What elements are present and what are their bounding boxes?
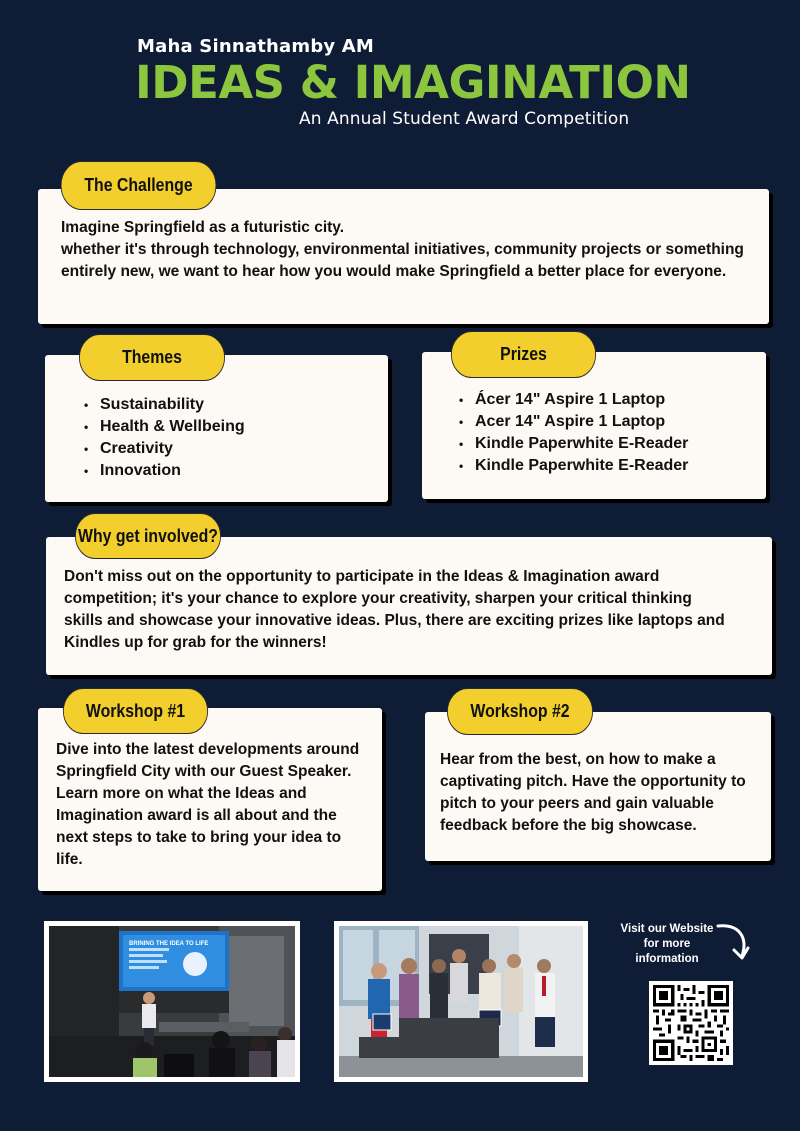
- workshop1-card: [38, 708, 382, 891]
- challenge-line-1: Imagine Springfield as a futuristic city.: [61, 219, 345, 236]
- list-item: • Sustainability: [84, 394, 378, 416]
- challenge-line-2: whether it's through technology, environmental initiatives, community projects or something entirely new, we want to hear how you would make Springfield a better place for everyone.: [61, 241, 744, 280]
- qr-code[interactable]: [649, 981, 733, 1065]
- list-item: • Innovation: [84, 460, 378, 482]
- themes-tag: Themes: [79, 334, 225, 381]
- workshop2-text: Hear from the best, on how to make a captivating pitch. Have the opportunity to pitch to your peers and gain valuable feedback before the big showcase.: [440, 751, 746, 834]
- students-group-image: [339, 926, 583, 1077]
- visit-website-text: Visit our Website for more information: [620, 923, 714, 965]
- list-item: • Creativity: [84, 438, 378, 460]
- photo-screen-text: BRINING THE IDEA TO LIFE: [129, 941, 209, 947]
- page-title: IDEAS & IMAGINATION: [135, 56, 691, 109]
- workshop-photo: [44, 921, 300, 1082]
- prizes-tag: Prizes: [451, 331, 596, 378]
- list-item: • Health & Wellbeing: [84, 416, 378, 438]
- prizes-list: [459, 389, 756, 477]
- list-item: • Acer 14" Aspire 1 Laptop: [459, 411, 756, 433]
- header-tagline: An Annual Student Award Competition: [299, 109, 630, 129]
- list-item: • Ácer 14" Aspire 1 Laptop: [459, 389, 756, 411]
- workshop1-text: Dive into the latest developments around Springfield City with our Guest Speaker. Learn more on what the Ideas and Imagination award is all about and the next steps to take to bring your idea to life.: [56, 741, 360, 868]
- why-tag: Why get involved?: [75, 513, 221, 559]
- why-text: Don't miss out on the opportunity to participate in the Ideas & Imagination award competition; it's your chance to explore your creativity, sharpen your critical thinking skills and showcase your innovative ideas. Plus, there are exciting prizes like laptops and Kindles up for grab for the winners!: [64, 568, 725, 651]
- students-photo: [334, 921, 588, 1082]
- workshop2-tag: Workshop #2: [447, 688, 593, 735]
- challenge-tag: The Challenge: [61, 161, 217, 210]
- list-item: • Kindle Paperwhite E-Reader: [459, 433, 756, 455]
- presentation-room-image: [49, 926, 295, 1077]
- curved-arrow-icon: [712, 920, 756, 964]
- themes-list: [84, 394, 378, 482]
- header-subtitle: Maha Sinnathamby AM: [137, 36, 375, 57]
- workshop1-tag: Workshop #1: [63, 688, 208, 734]
- qr-code-icon: [653, 985, 729, 1061]
- list-item: • Kindle Paperwhite E-Reader: [459, 455, 756, 477]
